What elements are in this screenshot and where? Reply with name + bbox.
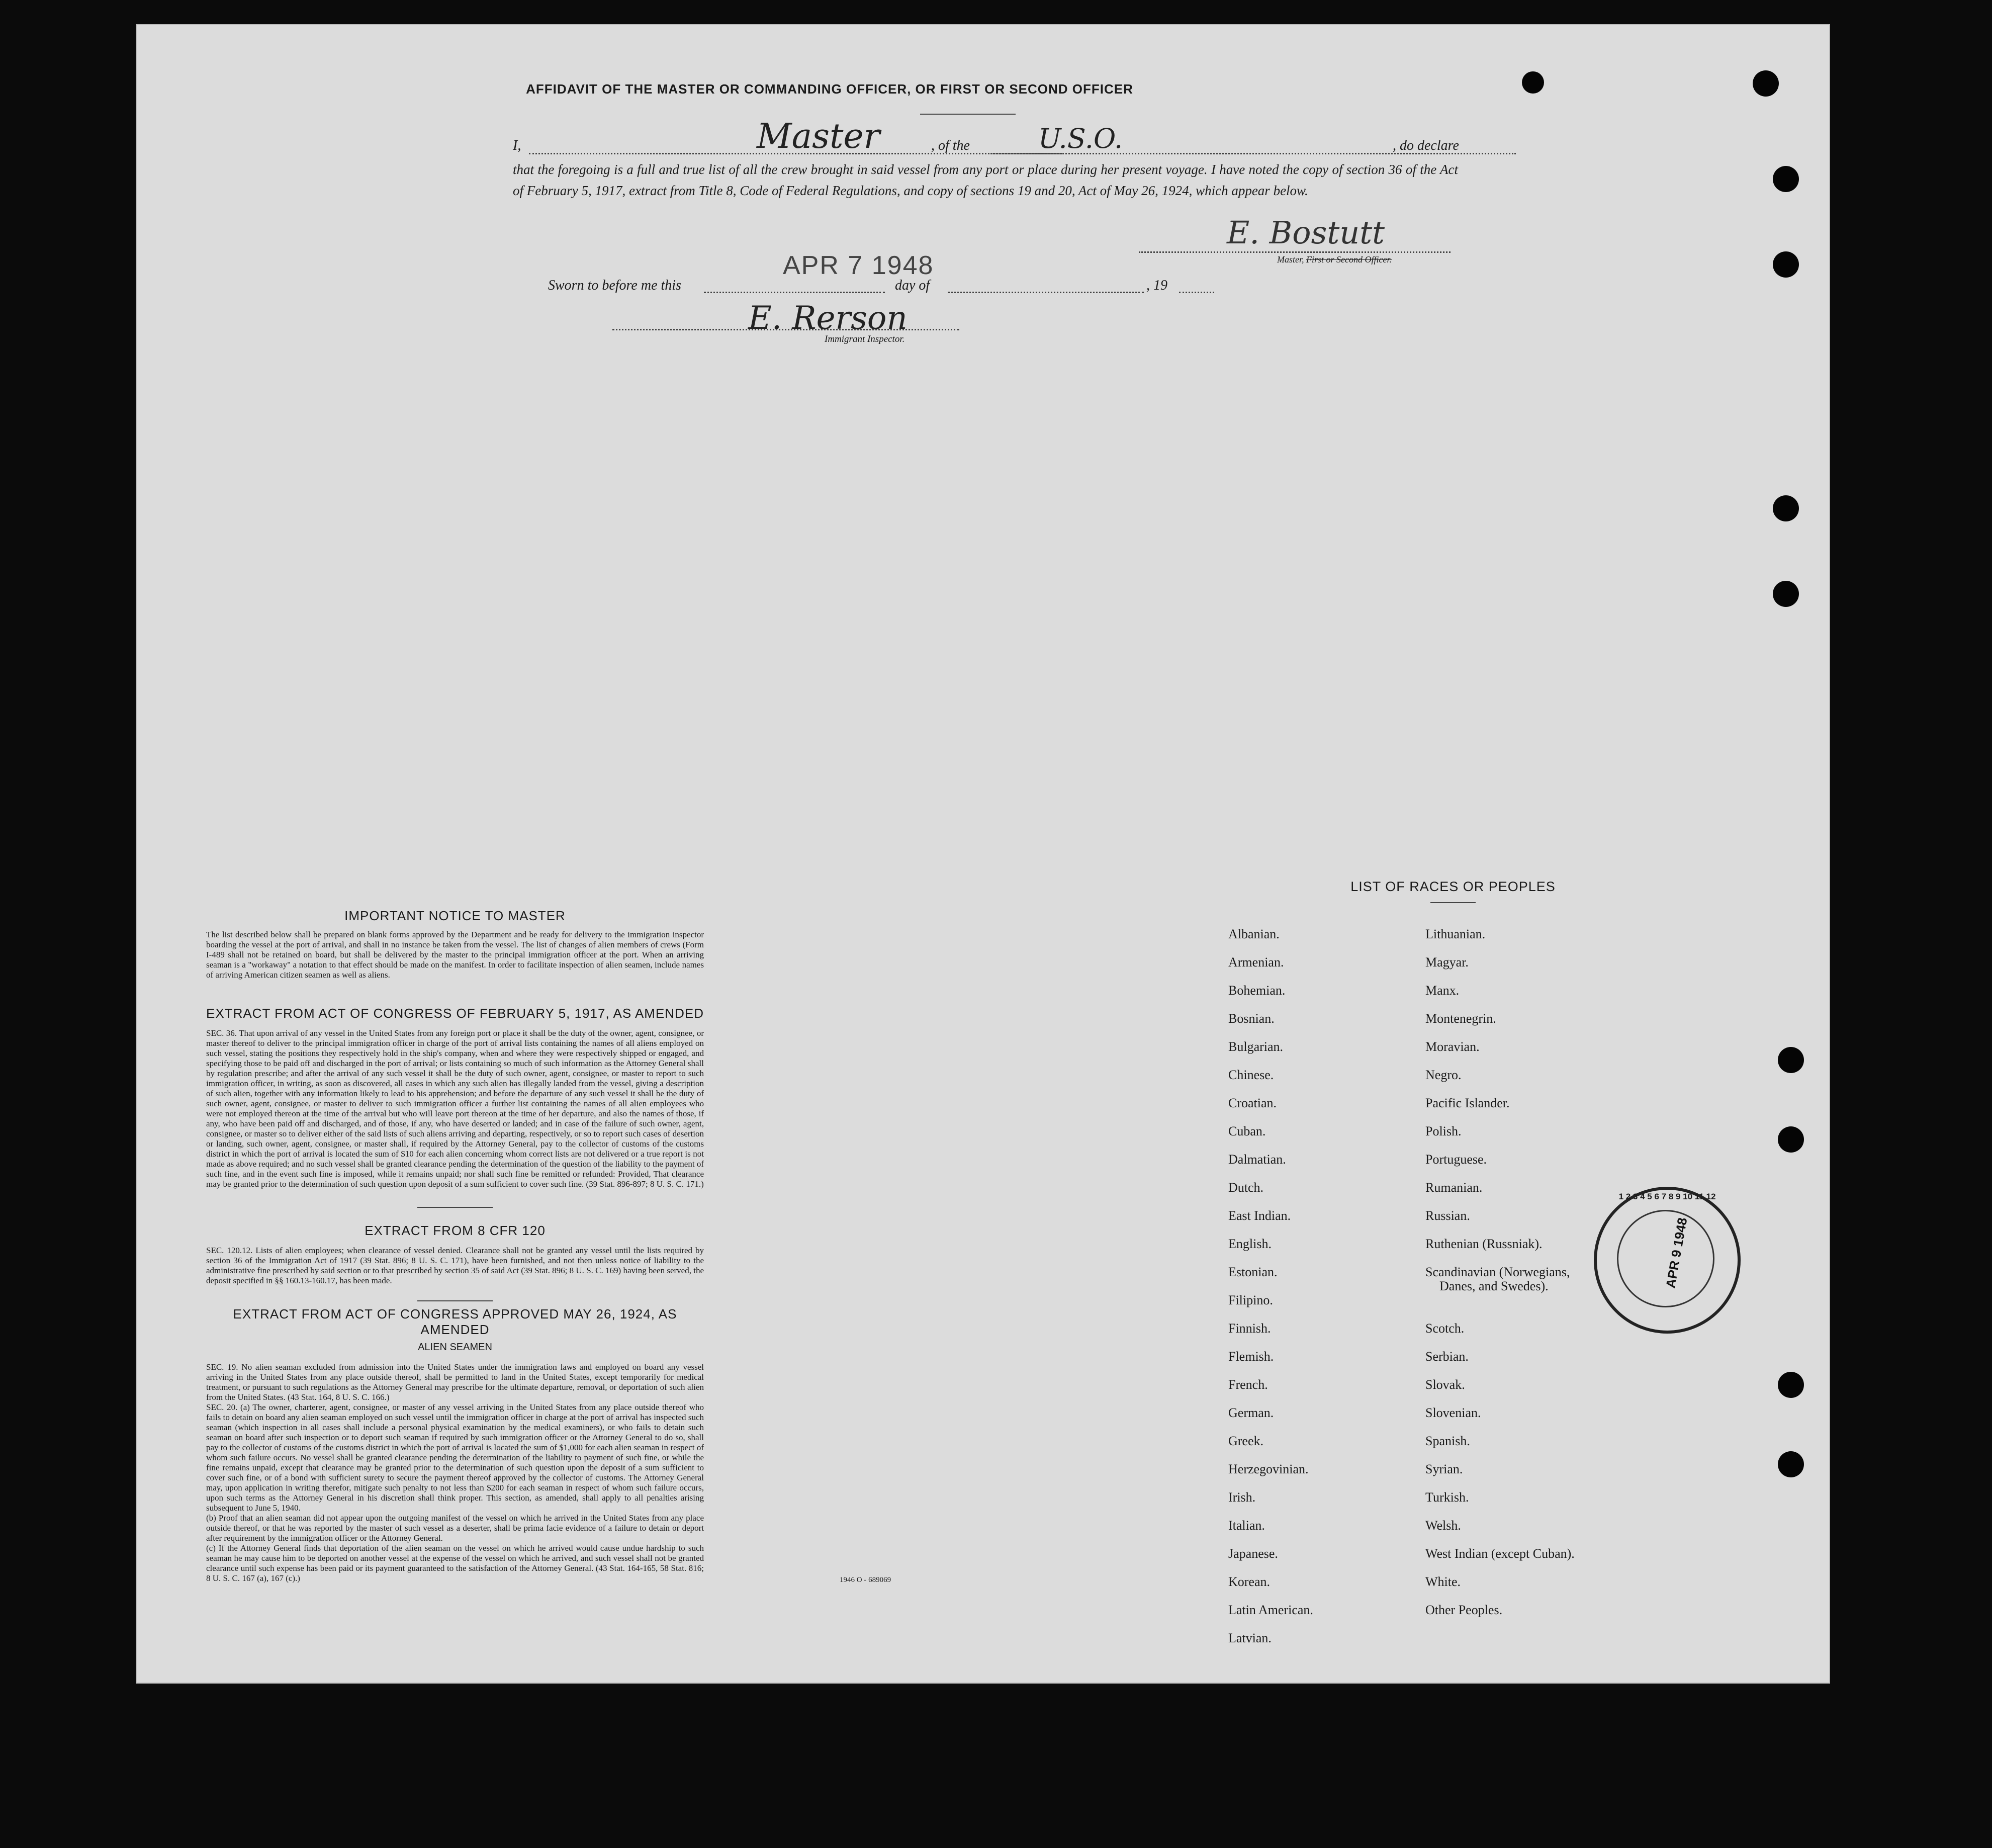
race-item: Italian. (1228, 1518, 1265, 1533)
extract-1924-title: EXTRACT FROM ACT OF CONGRESS APPROVED MAY 26, 1924, AS AMENDED (233, 1306, 677, 1337)
caption-master: Master, (1277, 254, 1304, 265)
punch-hole (1778, 1126, 1804, 1153)
day-of-label: day of (895, 278, 930, 293)
race-item: Welsh. (1425, 1518, 1461, 1533)
race-item: Slovenian. (1425, 1405, 1481, 1420)
print-code: 1946 O - 689069 (840, 1576, 891, 1584)
race-item: Other Peoples. (1425, 1603, 1503, 1617)
caption-struck: First or Second Officer. (1306, 254, 1392, 265)
race-item: Polish. (1425, 1124, 1462, 1138)
race-item: Latin American. (1228, 1603, 1313, 1617)
year-label: , 19 (1146, 278, 1167, 293)
notice-section (206, 908, 704, 980)
divider-2 (417, 1300, 493, 1301)
extract-1924-section (206, 1306, 704, 1583)
race-item: Portuguese. (1425, 1152, 1487, 1167)
race-item: Dalmatian. (1228, 1152, 1286, 1167)
signature-line (1139, 251, 1451, 253)
race-item: Magyar. (1425, 955, 1469, 970)
race-item: Estonian. (1228, 1265, 1278, 1279)
race-item: Turkish. (1425, 1490, 1469, 1505)
race-item: German. (1228, 1405, 1274, 1420)
sworn-day-line (704, 292, 885, 293)
master-signature: E. Bostutt (1227, 214, 1385, 251)
race-item: Bohemian. (1228, 983, 1286, 998)
race-item: Scotch. (1425, 1321, 1465, 1336)
race-item: White. (1425, 1574, 1461, 1589)
punch-hole (1778, 1372, 1804, 1398)
punch-hole (1753, 70, 1779, 97)
race-item: Scandinavian (Norwegians, (1425, 1265, 1570, 1279)
race-item: Irish. (1228, 1490, 1256, 1505)
race-item: Filipino. (1228, 1293, 1273, 1307)
officer-handwritten: Master (757, 117, 880, 156)
punch-hole (1778, 1047, 1804, 1073)
sec20a-text: SEC. 20. (a) The owner, charterer, agent, consignee, or master of any vessel arriving in the United States from any place outside thereof who fails to detain on board any alien seaman employed on such vessel until the immigration officer in charge at the port of arrival has inspected such seaman (which inspection in all cases shall include a personal physical examination by the medical examiners), or who fails to detain such seaman on board after such inspection or to deport such seaman if required by such immigration officer or the Attorney General to do so, shall pay to the collector of customs of the customs district in which the port of arrival is located the sum of $1,000 for each alien seaman in respect of whom such failure occurs. No vessel shall be granted clearance pending the determination of the liability to payment of such fine, or while the fine remains unpaid, except that clearance may be granted prior to the determination of such question upon the deposit of a sum sufficient to cover such fine, or of a bond with sufficient surety to secure the payment thereof approved by the collector of customs. The Attorney General may, upon application in writing therefor, mitigate such penalty to not less than $200 for each seaman in respect of whom such failure occurs, upon such terms as the Attorney General in his discretion shall think proper. This section, as amended, shall apply to all penalties arising subsequent to June 5, 1940. (206, 1402, 704, 1513)
race-item: Danes, and Swedes). (1439, 1279, 1549, 1293)
punch-hole (1773, 495, 1799, 521)
notice-body: The list described below shall be prepared on blank forms approved by the Department and be ready for delivery to the immigration inspector boarding the vessel at the port of arrival, and shall in no instance be taken from the vessel. The list of changes of alien members of crews (Form I-489 shall not be retained on board, but shall be delivered by the master to the principal immigration officer at the port. When an arriving seaman is a "workaway" a notation to that effect should be made on the manifest. In order to facilitate inspection of alien seamen, include names of arriving American citizen seamen as well as aliens. (206, 930, 704, 980)
race-item: Lithuanian. (1425, 927, 1486, 941)
stamp-date: APR 9 1948 (1663, 1216, 1690, 1289)
extract-1917-section (206, 1006, 704, 1189)
race-item: Dutch. (1228, 1180, 1264, 1195)
race-item: Bulgarian. (1228, 1039, 1284, 1054)
document-page (136, 24, 1830, 1684)
punch-hole (1778, 1451, 1804, 1477)
stamp-inner-ring (1617, 1210, 1714, 1307)
divider-1 (417, 1207, 493, 1208)
i-label: I, (513, 138, 521, 153)
punch-hole (1522, 71, 1544, 94)
race-item: Negro. (1425, 1068, 1462, 1082)
affidavit-title: AFFIDAVIT OF THE MASTER OR COMMANDING OFFICER, OR FIRST OR SECOND OFFICER (526, 81, 1133, 97)
extract-1924-subtitle: ALIEN SEAMEN (418, 1342, 492, 1353)
races-right-column (1425, 920, 1575, 1624)
race-item: Slovak. (1425, 1377, 1465, 1392)
sec19-text: SEC. 19. No alien seaman excluded from admission into the United States under the immigration laws and employed on board any vessel arriving in the United States from any place outside thereof, shall be permitted to land in the United States, except temporarily for medical treatment, or pursuant to such regulations as the Attorney General may prescribe for the ultimate departure, removal, or deportation of such alien from the United States. (43 Stat. 164, 8 U. S. C. 166.) (206, 1362, 704, 1402)
race-item: Rumanian. (1425, 1180, 1483, 1195)
race-item: Montenegrin. (1425, 1011, 1496, 1026)
race-item: Serbian. (1425, 1349, 1469, 1364)
race-item: French. (1228, 1377, 1268, 1392)
title-underline (920, 114, 1016, 115)
extract-1917-body: SEC. 36. That upon arrival of any vessel in the United States from any foreign port or place it shall be the duty of the owner, agent, consignee, or master thereof to deliver to the principal immigration officer in charge of the port of arrival lists containing the names of all aliens employed on such vessel, stating the positions they respectively hold in the ship's company, when and where they were respectively shipped or engaged, and specifying those to be paid off and discharged in the port of arrival; or lists containing so much of such information as the Attorney General shall by regulation prescribe; and after the arrival of any such vessel it shall be the duty of such owner, agent, consignee, or master to report to such immigration officer, in writing, as soon as discovered, all cases in which any such alien has illegally landed from the vessel, giving a description of such alien, together with any information likely to lead to his apprehension; and before the departure of any such vessel it shall be the duty of such owner, agent, consignee, or master to deliver to such immigration officer a further list containing the names of all alien employees who were not employed thereon at the time of the arrival but who will leave port thereon at the time of her departure, and also the names of those, if any, who have been paid off and discharged, and of those, if any, who have deserted or landed; and in case of the failure of such owner, agent, consignee, or master so to deliver either of the said lists of such aliens arriving and departing, respectively, or so to report such cases of desertion or landing, such owner, agent, consignee, or master shall, if required by the Attorney General, pay to the collector of customs of the customs district in which the port of arrival is located the sum of $10 for each alien concerning whom correct lists are not delivered or a true report is not made as above required; and no such vessel shall be granted clearance pending the determination of the question of the liability to the payment of such fine, and in the event such fine is imposed, while it remains unpaid; nor shall such fine be remitted or refunded: Provided, That clearance may be granted prior to the determination of such question upon deposit of a sum sufficient to cover such fine. (39 Stat. 896-897; 8 U. S. C. 171.) (206, 1028, 704, 1189)
race-item: West Indian (except Cuban). (1425, 1546, 1575, 1561)
race-item: Bosnian. (1228, 1011, 1275, 1026)
cfr-body: SEC. 120.12. Lists of alien employees; when clearance of vessel denied. Clearance shall not be granted any vessel until the lists required by section 36 of the Immigration Act of 1917 (39 Stat. 896; 8 U. S. C. 171), have been furnished, and not then unless notice of liability to the administrative fine prescribed by said section or to that prescribed by section 35 of said Act (39 Stat. 896; 8 U. S. C. 169) having been served, the deposit specified in §§ 160.13-160.17, has been made. (206, 1246, 704, 1285)
race-item: Russian. (1425, 1208, 1470, 1223)
races-underline (1430, 902, 1476, 903)
extract-1917-title: EXTRACT FROM ACT OF CONGRESS OF FEBRUARY 5, 1917, AS AMENDED (206, 1006, 704, 1021)
cfr-title: EXTRACT FROM 8 CFR 120 (365, 1223, 546, 1238)
year-line (1179, 292, 1214, 293)
sworn-label: Sworn to before me this (548, 278, 681, 293)
race-item: Cuban. (1228, 1124, 1266, 1138)
of-the-label: , of the (931, 138, 970, 153)
signature-caption (1277, 254, 1392, 265)
race-item: Chinese. (1228, 1068, 1274, 1082)
race-item: Flemish. (1228, 1349, 1274, 1364)
inspector-line (612, 329, 959, 330)
race-item: Latvian. (1228, 1631, 1272, 1645)
punch-hole (1773, 166, 1799, 192)
race-item: Manx. (1425, 983, 1460, 998)
races-title: LIST OF RACES OR PEOPLES (1350, 879, 1556, 894)
declare-label: , do declare (1393, 138, 1459, 153)
race-item: Croatian. (1228, 1096, 1277, 1110)
sec20b-text: (b) Proof that an alien seaman did not appear upon the outgoing manifest of the vessel on which he arrived in the United States from any place outside thereof, or that he was reported by the master of such vessel as a deserter, shall be prima facie evidence of a failure to detain or deport after requirement by the immigration officer or the Attorney General. (206, 1513, 704, 1543)
cfr-section (206, 1223, 704, 1286)
inspector-caption: Immigrant Inspector. (825, 334, 905, 344)
race-item: Moravian. (1425, 1039, 1480, 1054)
date-stamp: APR 7 1948 (783, 251, 934, 280)
race-item: Armenian. (1228, 955, 1284, 970)
receipt-stamp (1594, 1187, 1741, 1334)
inspector-signature: E. Rerson (748, 300, 908, 337)
race-item: Japanese. (1228, 1546, 1278, 1561)
race-item: Herzegovinian. (1228, 1462, 1309, 1476)
race-item: English. (1228, 1237, 1272, 1251)
notice-title: IMPORTANT NOTICE TO MASTER (344, 908, 566, 923)
races-left-column (1228, 920, 1313, 1652)
race-item: Pacific Islander. (1425, 1096, 1510, 1110)
punch-hole (1773, 581, 1799, 607)
race-item: Spanish. (1425, 1434, 1470, 1448)
sworn-month-line (948, 292, 1144, 293)
race-item: Finnish. (1228, 1321, 1271, 1336)
race-item: Korean. (1228, 1574, 1271, 1589)
race-item: Albanian. (1228, 927, 1280, 941)
race-item: Ruthenian (Russniak). (1425, 1237, 1543, 1251)
race-item: Syrian. (1425, 1462, 1463, 1476)
declaration-text: that the foregoing is a full and true list of all the crew brought in said vessel from any port or place during her present voyage. I have noted the copy of section 36 of the Act of February 5, 1917, extract from Title 8, Code of Federal Regulations, and copy of sections 19 and 20, Act of May 26, 1924, which appear below. (513, 162, 1458, 198)
punch-hole (1773, 251, 1799, 278)
race-item: Greek. (1228, 1434, 1264, 1448)
race-item: East Indian. (1228, 1208, 1291, 1223)
stamp-numbers: 1 2 3 4 5 6 7 8 9 10 11 12 (1618, 1192, 1716, 1201)
sec20c-text: (c) If the Attorney General finds that deportation of the alien seaman on the vessel on which he arrived would cause undue hardship to such seaman he may cause him to be deported on another vessel at the expense of the vessel on which he arrived, and such vessel shall not be granted clearance until such expense has been paid or its payment guaranteed to the satisfaction of the Attorney General. (43 Stat. 164-165, 58 Stat. 816; 8 U. S. C. 167 (a), 167 (c).) (206, 1543, 704, 1583)
vessel-handwritten: U.S.O. (1038, 123, 1123, 154)
